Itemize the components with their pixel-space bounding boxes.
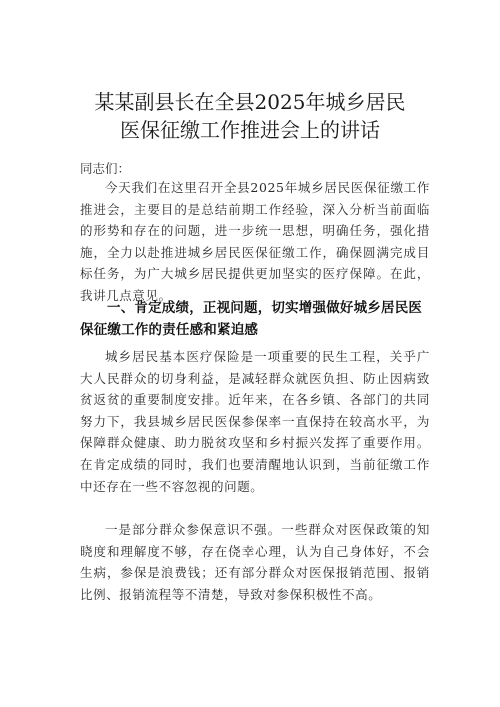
problem-1-paragraph: 一是部分群众参保意识不强。一些群众对医保政策的知晓度和理解度不够，存在侥幸心理，认为自己身体好，不会生病，参保是浪费钱；还有部分群众对医保报销范围、报销比例、报销流程等不清楚，导致对参保积极性不高。 <box>80 522 430 602</box>
section-heading-1: 一、肯定成绩，正视问题，切实增强做好城乡居民医保征缴工作的责任感和紧迫感 <box>80 300 423 338</box>
section-1-paragraph: 城乡居民基本医疗保险是一项重要的民生工程，关乎广大人民群众的切身利益，是减轻群众就医负担、防止因病致贫返贫的重要制度安排。近年来，在各乡镇、各部门的共同努力下，我县城乡居民医保参保率一直保持在较高水平，为保障群众健康、助力脱贫攻坚和乡村振兴发挥了重要作用。在肯定成绩的同时，我们也要清醒地认识到，当前征缴工作中还存在一些不容忽视的问题。 <box>80 349 430 494</box>
salutation: 同志们： <box>80 161 131 176</box>
intro-paragraph: 今天我们在这里召开全县2025年城乡居民医保征缴工作推进会，主要目的是总结前期工作经验，深入分析当前面临的形势和存在的问题，进一步统一思想，明确任务，强化措施，全力以赴推进城乡居民医保征缴工作，确保圆满完成目标任务，为广大城乡居民提供更加坚实的医疗保障。在此，我讲几点意见。 <box>80 180 430 303</box>
document-title-line-1: 某某副县长在全县2025年城乡居民 <box>94 90 406 114</box>
document-title-line-2: 医保征缴工作推进会上的讲话 <box>120 118 380 142</box>
